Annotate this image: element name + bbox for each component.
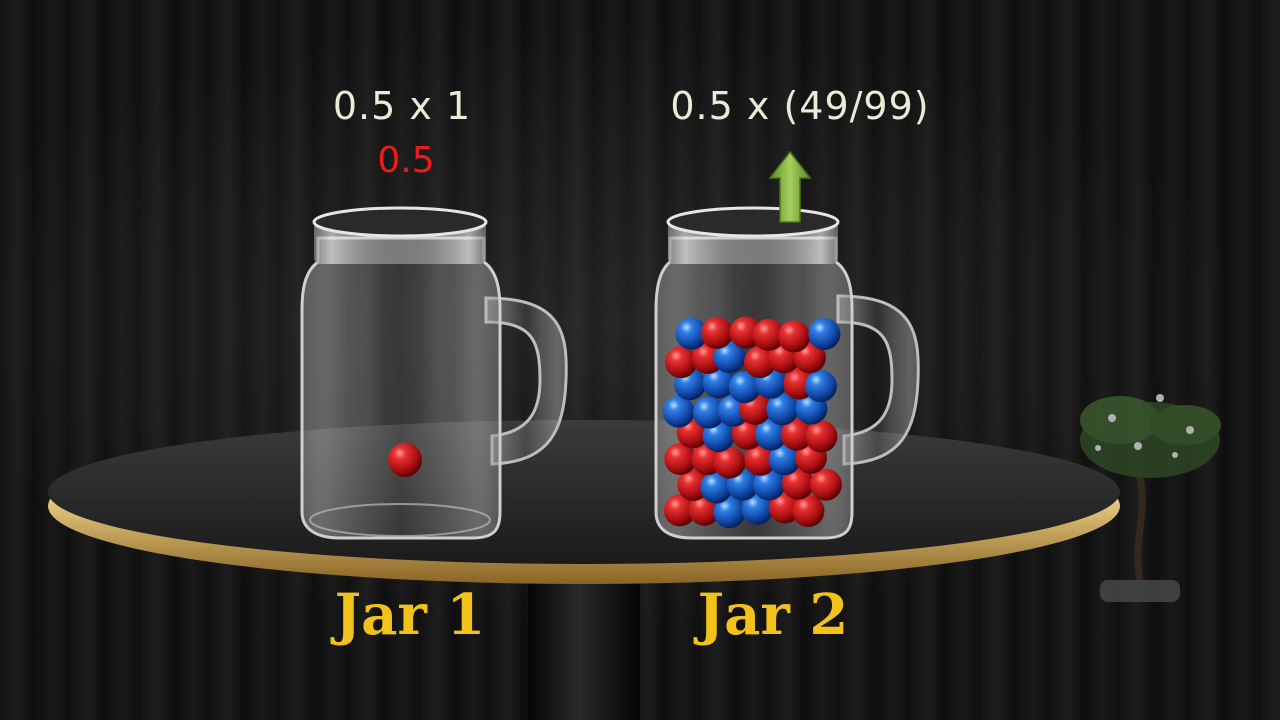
red-ball — [792, 495, 824, 527]
table-top — [48, 420, 1120, 564]
jar-2-label: Jar 2 — [697, 582, 849, 648]
red-ball — [810, 469, 842, 501]
red-ball — [665, 346, 697, 378]
jar-2-balls — [663, 317, 842, 529]
jar-1-formula: 0.5 x 1 — [332, 84, 472, 128]
blue-ball — [808, 318, 840, 350]
jar-1-body — [302, 238, 500, 538]
red-ball — [701, 317, 733, 349]
jar-1-label: Jar 1 — [334, 582, 486, 648]
blue-ball — [805, 370, 837, 402]
jar-2-formula: 0.5 x (49/99) — [670, 84, 930, 128]
jar-2-opening — [668, 208, 838, 236]
table — [48, 420, 1120, 720]
jar-1-red-ball — [388, 443, 422, 477]
jar-1-opening — [314, 208, 486, 236]
blue-ball — [663, 396, 695, 428]
red-ball — [778, 321, 810, 353]
red-ball — [805, 421, 837, 453]
jar-1-result: 0.5 — [377, 140, 435, 181]
